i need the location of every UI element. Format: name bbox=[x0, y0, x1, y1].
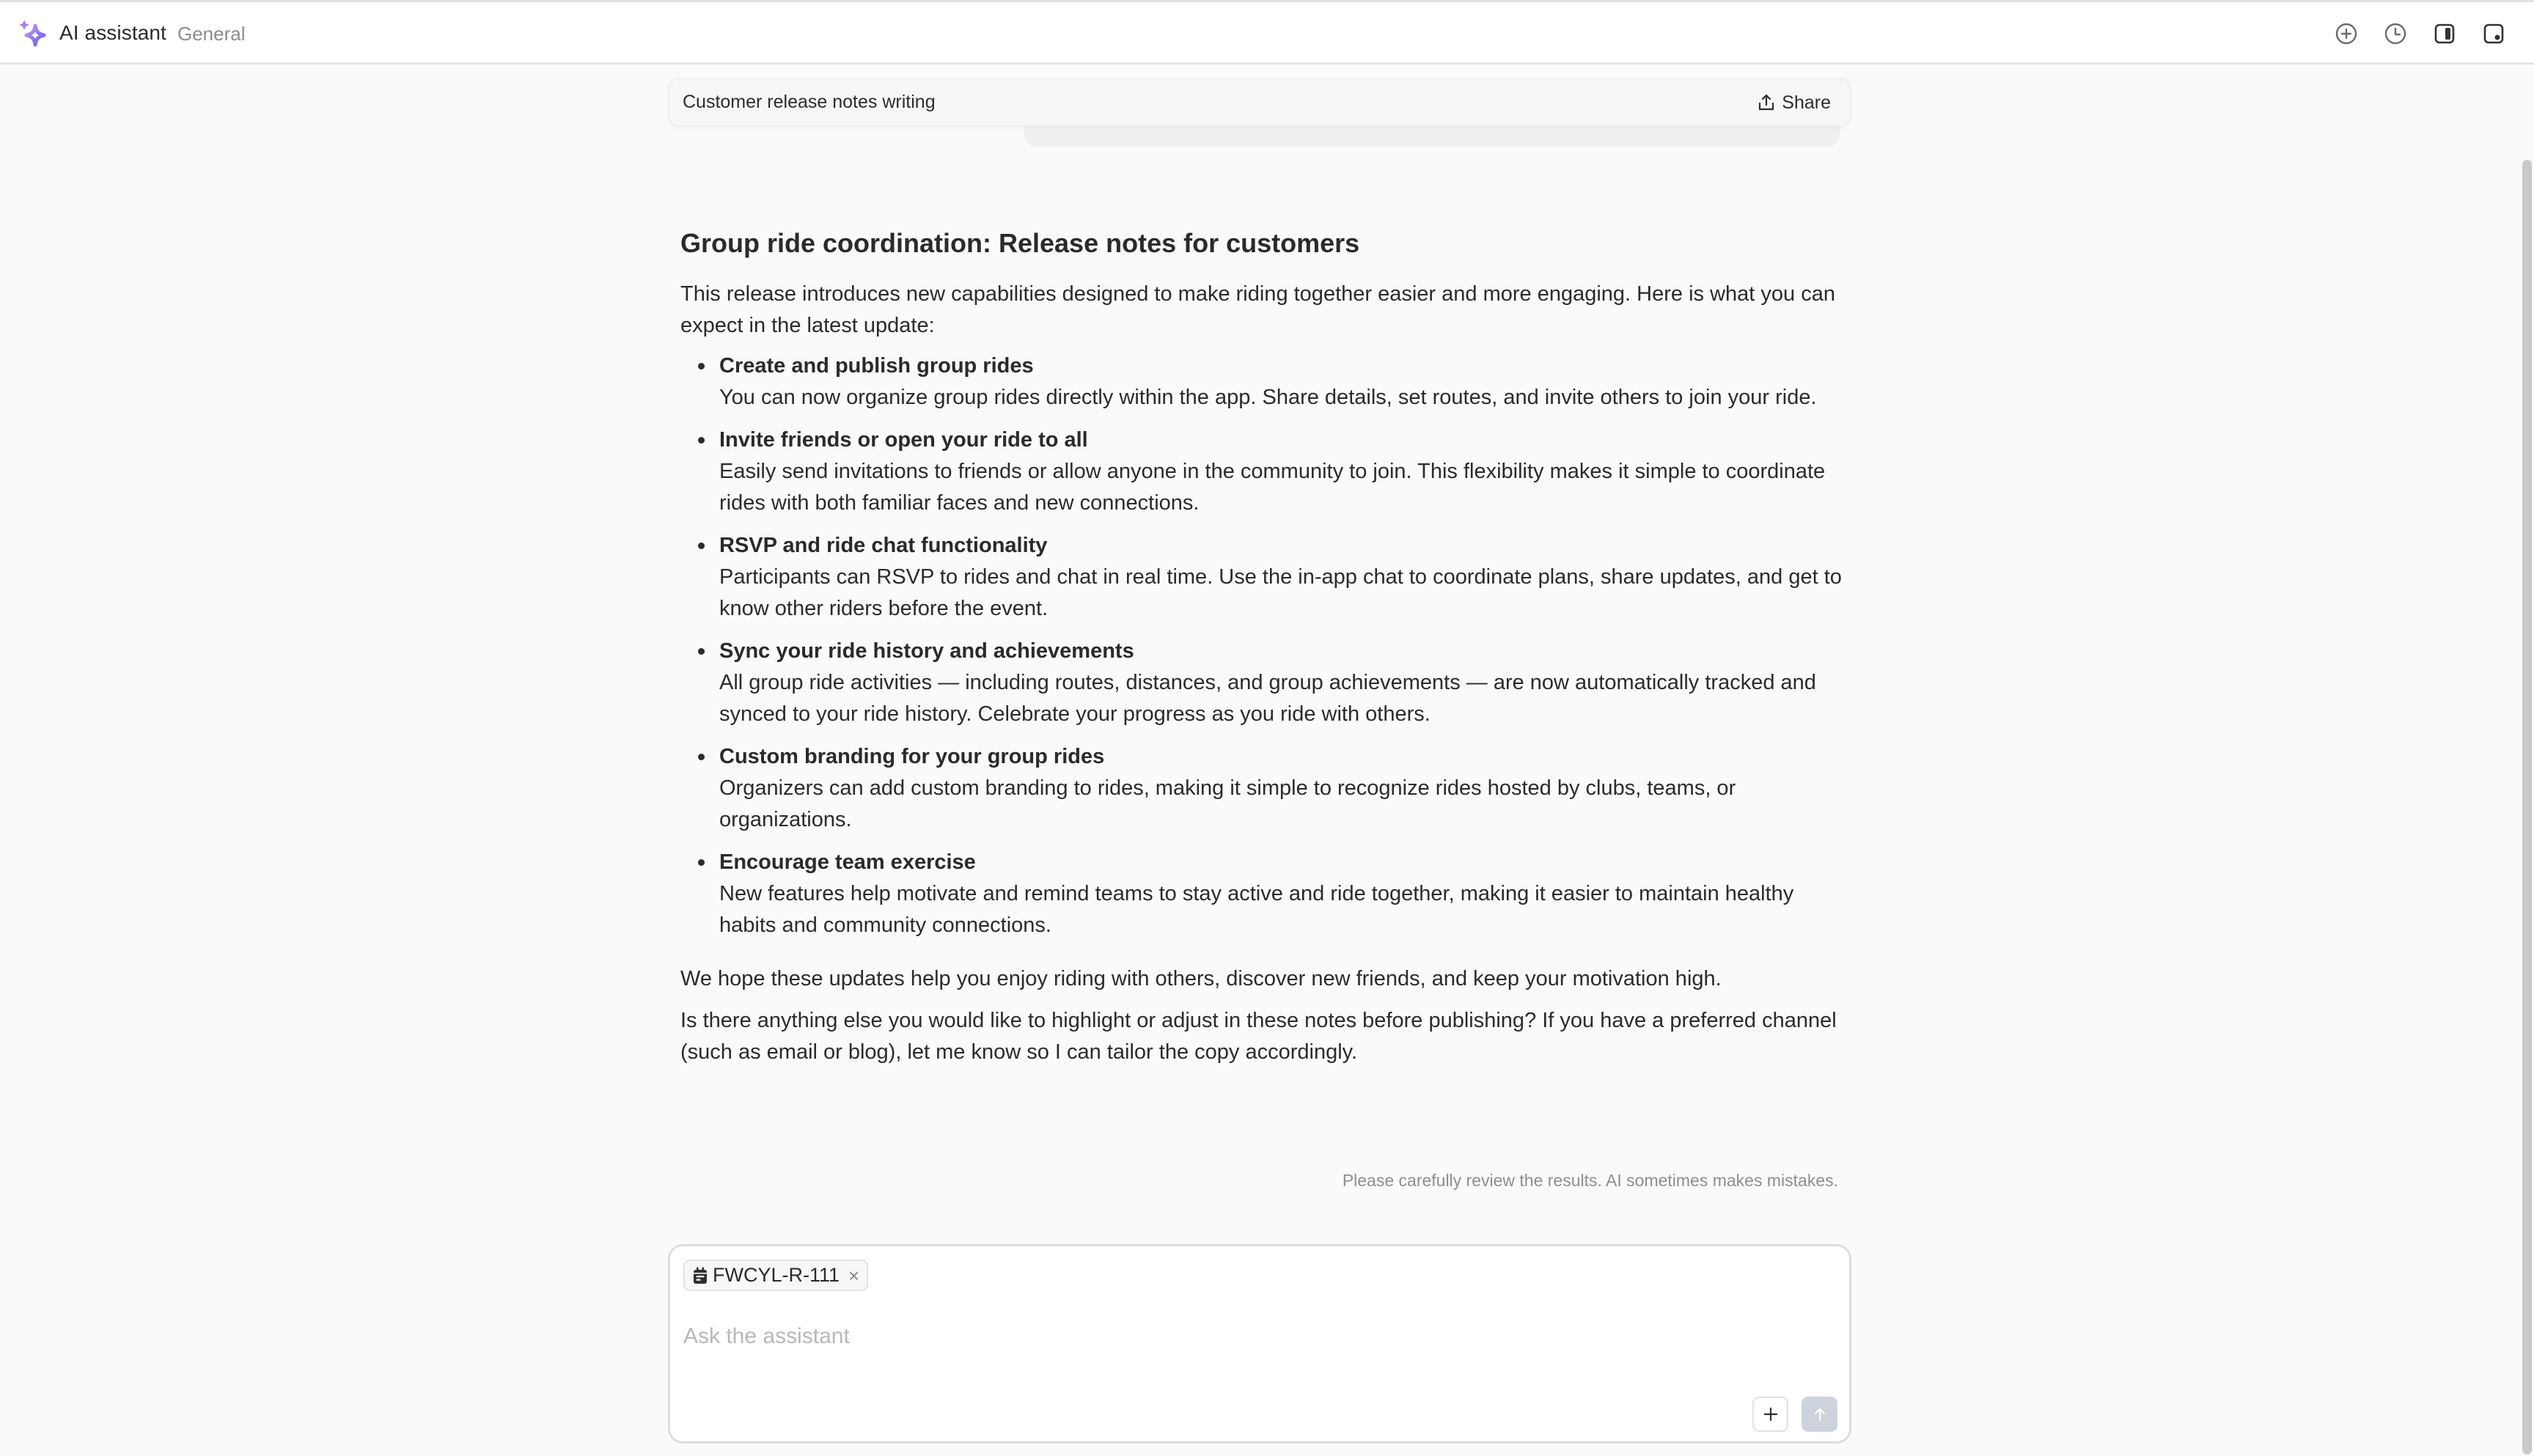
bullet-icon bbox=[698, 543, 705, 549]
feature-description: All group ride activities — including routes, distances, and group achievements — are now automatically tracked and synced to your ride history. Celebrate your progress as you ride with others. bbox=[719, 671, 1816, 726]
calendar-icon bbox=[692, 1266, 708, 1285]
float-window-button[interactable] bbox=[2481, 21, 2506, 46]
feature-description: Participants can RSVP to rides and chat in real time. Use the in-app chat to coordinate plans, share updates, and get to know other riders before the event. bbox=[719, 565, 1842, 620]
bullet-icon bbox=[698, 437, 705, 444]
feature-description: New features help motivate and remind teams to stay active and ride together, making it easier to maintain healthy habits and community connections. bbox=[719, 882, 1794, 937]
assistant-prompt-input[interactable] bbox=[683, 1318, 1827, 1355]
feature-item bbox=[680, 530, 1846, 625]
context-chip[interactable] bbox=[683, 1260, 868, 1291]
message-heading: Group ride coordination: Release notes for customers bbox=[680, 228, 1360, 258]
feature-list bbox=[680, 350, 1846, 941]
feature-title: Create and publish group rides bbox=[719, 354, 1034, 378]
message-followup: Is there anything else you would like to highlight or adjust in these notes before publishing? If you have a preferred channel (such as email or blog), let me know so I can tailor the copy accordingly. bbox=[680, 1009, 1837, 1064]
share-icon bbox=[1757, 93, 1776, 112]
app-title: AI assistant bbox=[59, 21, 166, 44]
message-intro: This release introduces new capabilities designed to make riding together easier and more engaging. Here is what you can expect in the latest update: bbox=[680, 282, 1835, 337]
ai-disclaimer: Please carefully review the results. AI sometimes makes mistakes. bbox=[1342, 1171, 1838, 1190]
conversation-header bbox=[668, 78, 1851, 127]
feature-title: Invite friends or open your ride to all bbox=[719, 428, 1088, 452]
feature-item bbox=[680, 424, 1846, 519]
bullet-icon bbox=[698, 754, 705, 760]
composer bbox=[668, 1244, 1851, 1444]
feature-item bbox=[680, 350, 1846, 413]
bullet-icon bbox=[698, 363, 705, 369]
feature-title: Custom branding for your group rides bbox=[719, 745, 1105, 768]
feature-item bbox=[680, 741, 1846, 836]
picture-in-picture-icon bbox=[2482, 22, 2505, 45]
feature-title: Encourage team exercise bbox=[719, 850, 976, 874]
history-button[interactable] bbox=[2383, 21, 2408, 46]
conversation-title: Customer release notes writing bbox=[683, 92, 936, 112]
feature-item bbox=[680, 847, 1846, 941]
feature-description: Organizers can add custom branding to rides, making it simple to recognize rides hosted by clubs, teams, or organizations. bbox=[719, 776, 1736, 831]
scrollbar-thumb[interactable] bbox=[2522, 160, 2532, 1455]
plus-icon bbox=[1762, 1405, 1780, 1423]
feature-title: Sync your ride history and achievements bbox=[719, 639, 1134, 663]
context-chip-label: FWCYL-R-111 bbox=[713, 1264, 840, 1286]
panel-right-icon bbox=[2433, 22, 2456, 45]
feature-description: You can now organize group rides directly within the app. Share details, set routes, and invite others to join your ride. bbox=[719, 386, 1817, 409]
arrow-up-icon bbox=[1811, 1405, 1829, 1423]
close-icon[interactable]: × bbox=[848, 1264, 860, 1287]
bullet-icon bbox=[698, 648, 705, 655]
clock-icon bbox=[2384, 22, 2407, 45]
add-attachment-button[interactable] bbox=[1752, 1397, 1788, 1432]
assistant-message bbox=[680, 220, 1846, 1068]
workspace-label: General bbox=[177, 23, 246, 45]
plus-circle-icon bbox=[2335, 22, 2358, 45]
feature-item bbox=[680, 636, 1846, 730]
feature-description: Easily send invitations to friends or allow anyone in the community to join. This flexibility makes it simple to coordinate rides with both familiar faces and new connections. bbox=[719, 460, 1826, 515]
share-label: Share bbox=[1782, 92, 1831, 113]
share-button[interactable] bbox=[1757, 88, 1831, 117]
top-bar bbox=[0, 0, 2534, 65]
sparkle-icon bbox=[18, 18, 47, 48]
bullet-icon bbox=[698, 859, 705, 866]
send-button[interactable] bbox=[1802, 1397, 1837, 1432]
message-closing: We hope these updates help you enjoy riding with others, discover new friends, and keep your motivation high. bbox=[680, 967, 1722, 990]
new-chat-button[interactable] bbox=[2334, 21, 2359, 46]
side-panel-button[interactable] bbox=[2432, 21, 2457, 46]
feature-title: RSVP and ride chat functionality bbox=[719, 534, 1048, 557]
